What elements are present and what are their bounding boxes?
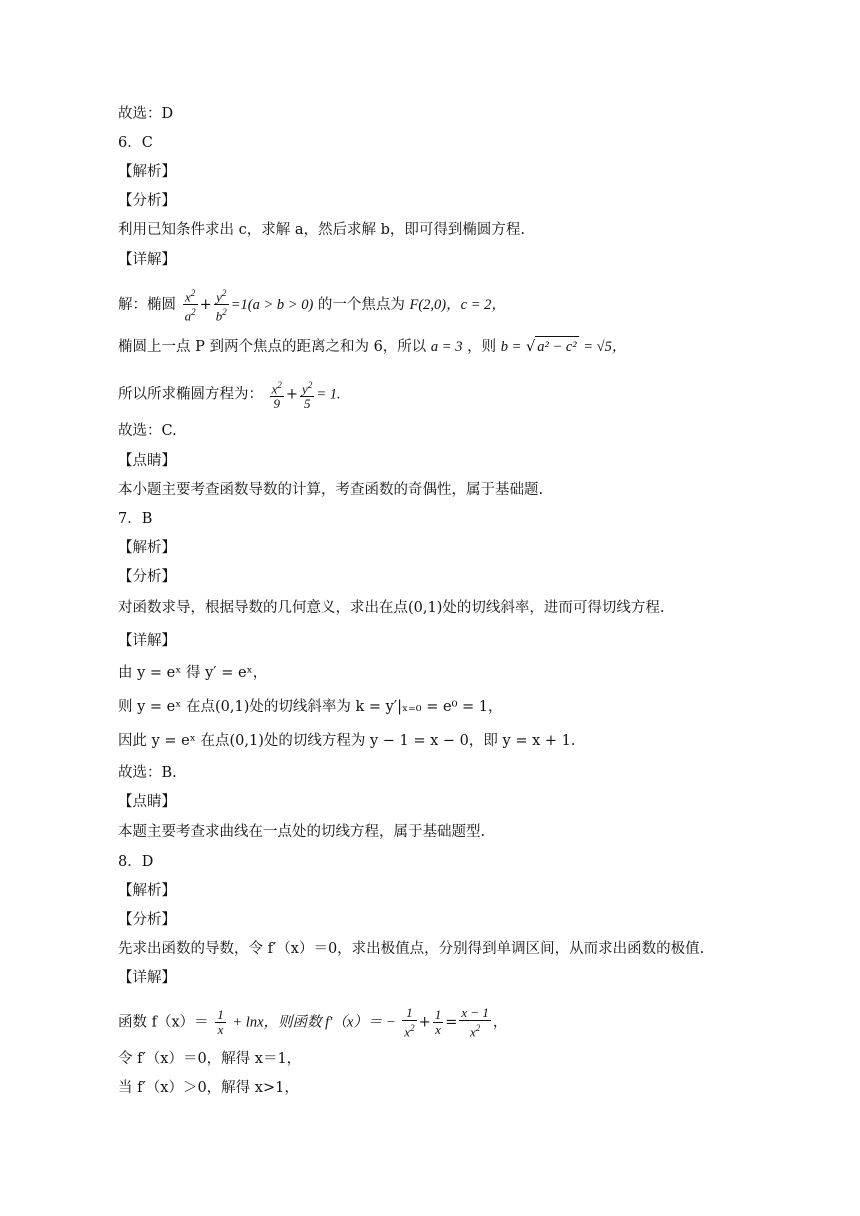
formula-line: 函数 f（x）＝ $\frac{1}{x}$ + lnx，则函数 f′（x）＝ − $\frac{1}{x^2}$ + $\frac{1}{x}$ = $\frac{x - 1}{x^2}$ ， [118, 1005, 508, 1040]
text-line: 当 f′（x）＞0，解得 x>1， [118, 1080, 299, 1096]
section-heading: 【解析】 [118, 883, 176, 899]
formula-line: 所以所求椭圆方程为： $\frac{x^2}{9}$ + $\frac{y^2}{5}$ = 1. [118, 380, 341, 412]
text-line: 本小题主要考查函数导数的计算，考查函数的奇偶性，属于基础题. [118, 482, 544, 498]
fraction: $\frac{y^2}{b^2}$ [215, 288, 227, 324]
formula-line: 由 y = eˣ 得 y′ = eˣ， [118, 665, 268, 681]
section-heading: 【详解】 [118, 252, 176, 268]
text-line: 对函数求导，根据导数的几何意义，求出在点(0,1)处的切线斜率，进而可得切线方程. [118, 600, 665, 616]
text-line: 故选：D [118, 106, 174, 122]
fraction: $\frac{1}{x}$ [434, 1007, 442, 1038]
section-heading: 【分析】 [118, 912, 176, 928]
text-line: 故选：B. [118, 765, 177, 781]
section-heading: 【分析】 [118, 193, 176, 209]
math-expression: F(2,0)，c = 2， [409, 296, 506, 313]
formula-line: 则 y = eˣ 在点(0,1)处的切线斜率为 k = y′|ₓ₌₀ = e⁰ = 1， [118, 699, 503, 715]
math-expression: b = [500, 339, 522, 355]
text-segment: 所以所求椭圆方程为： [118, 386, 263, 403]
text-segment: 解：椭圆 [118, 296, 176, 313]
math-expression: =1(a > b > 0) [230, 296, 314, 313]
fraction: $\frac{x^2}{a^2}$ [184, 288, 196, 324]
text-line: 令 f′（x）＝0，解得 x＝1， [118, 1051, 302, 1067]
question-number-7: 7．B [118, 511, 153, 527]
text-line: 本题主要考查求曲线在一点处的切线方程，属于基础题型. [118, 824, 486, 840]
fraction: $\frac{x^2}{9}$ [271, 380, 282, 412]
math-expression: = 1. [316, 386, 341, 403]
text-line: 利用已知条件求出 c，求解 a，然后求解 b，即可得到椭圆方程. [118, 222, 525, 238]
math-expression: = √5， [583, 339, 627, 355]
text-segment: ，则 [467, 339, 497, 355]
punctuation: ， [492, 1014, 508, 1031]
math-expression: a = 3 [430, 339, 463, 355]
question-number-8: 8．D [118, 854, 154, 870]
text-segment: 椭圆上一点 P 到两个焦点的距离之和为 6，所以 [118, 339, 427, 355]
text-line: 先求出函数的导数，令 f′（x）＝0，求出极值点，分别得到单调区间，从而求出函数的极值. [118, 941, 705, 957]
fraction: $\frac{y^2}{5}$ [302, 380, 313, 412]
fraction: $\frac{1}{x}$ [217, 1007, 224, 1038]
text-line: 故选：C. [118, 423, 177, 439]
section-heading: 【点睛】 [118, 453, 176, 469]
formula-line: 椭圆上一点 P 到两个焦点的距离之和为 6，所以 a = 3 ，则 b = √ a² − c² = √5， [118, 336, 626, 357]
section-heading: 【解析】 [118, 164, 176, 180]
section-heading: 【详解】 [118, 970, 176, 986]
text-segment: 函数 f（x）＝ [118, 1014, 209, 1031]
fraction: $\frac{x - 1}{x^2}$ [461, 1005, 489, 1040]
formula-line: 解：椭圆 $\frac{x^2}{a^2}$ + $\frac{y^2}{b^2}$ =1(a > b > 0) 的一个焦点为 F(2,0)，c = 2， [118, 288, 506, 324]
formula-line: 因此 y = eˣ 在点(0,1)处的切线方程为 y − 1 = x − 0，即 y = x + 1. [118, 733, 576, 749]
section-heading: 【详解】 [118, 633, 176, 649]
section-heading: 【解析】 [118, 540, 176, 556]
text-segment: 的一个焦点为 [317, 296, 405, 313]
text-segment: + lnx，则函数 f′（x）＝ − [232, 1014, 396, 1031]
sqrt-expression: a² − c² [535, 336, 578, 357]
section-heading: 【分析】 [118, 569, 176, 585]
fraction: $\frac{1}{x^2}$ [404, 1005, 415, 1040]
question-number-6: 6．C [118, 135, 153, 151]
section-heading: 【点睛】 [118, 794, 176, 810]
